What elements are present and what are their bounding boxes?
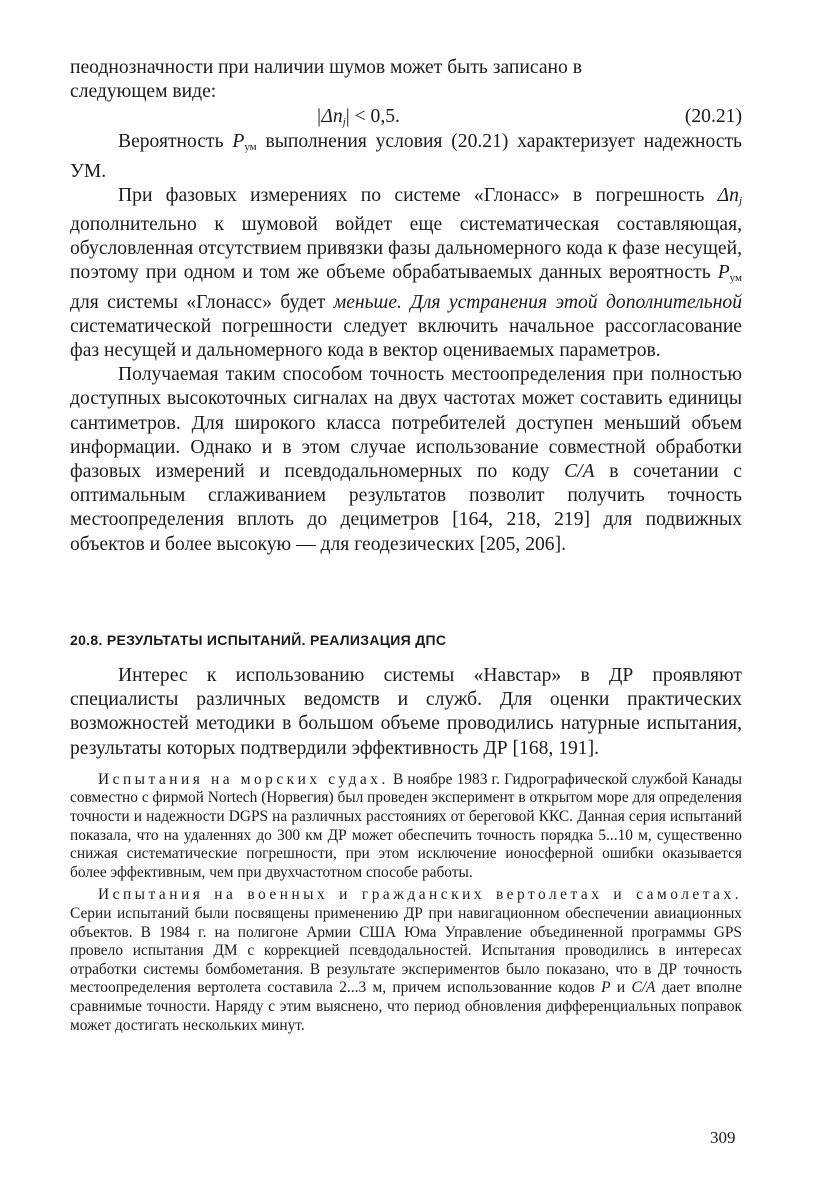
- paragraph-interest: Интерес к использованию системы «Навстар» в ДР проявляют специалисты различных ведомств и служб. Для оценки практических возможностей методики в большом объеме проводились натурные испытания, результаты которых подтвердили эффективность ДР [168, 191].: [70, 665, 742, 759]
- para2-var2: P: [717, 262, 730, 284]
- sea-trials-title: Испытания на морских судах.: [98, 770, 389, 788]
- para2-var2-sub: ум: [729, 272, 742, 285]
- air-trials-text-2: и: [610, 979, 632, 997]
- paragraph-accuracy: [70, 363, 742, 557]
- sea-trials-text: В ноябре 1983 г. Гидрографической службой Канады совместно с фирмой Nortech (Норвегия) был проведен эксперимент в открытом море для определения точности и надежности DGPS на различных расстояниях от береговой ККС. Данная серия испытаний показала, что на удаленнях до 300 км ДР может обеспечить точность порядка 5...10 м, существенно снижая систематические погрешности, при этом исключение ионосферной ошибки оказывается более эффективным, чем при двухчастотном способе работы.: [70, 770, 742, 881]
- paragraph-glonass: [70, 184, 742, 363]
- para2-var: Δn: [717, 184, 739, 206]
- para2-text-1: При фазовых измерениях по системе «Глонасс» в погрешность: [118, 184, 718, 206]
- para3-code: C/A: [564, 461, 595, 483]
- para3-text-1: Получаемая таким способом точность местоопределения при полностью доступных высокоточных сигналах на двух частотах может составить единицы сантиметров. Для широкого класса потребителей доступен меньший объем информации. Однако и в этом случае использование совместной обработки фазовых измерений и псевдодальномерных по коду: [70, 364, 742, 483]
- equation-lhs: |Δn: [316, 106, 343, 128]
- paragraph-air-trials: [70, 886, 742, 1035]
- air-trials-text-1: Серии испытаний были посвящены применению ДР при навигационном обеспечении авиационных объектов. В 1984 г. на полигоне Армии США Юма Управление объединенной программы GPS провело испытания ДМ с коррекцией псевдодальностей. Испытания проводились в интересах отработки системы бомбометания. В результате экспериментов было показано, что в ДР точность местоопределения вертолета составила 2...3 м, причем использованние кодов: [70, 904, 742, 997]
- air-trials-text-3: дает вполне сравнимые точности. Наряду с этим выяснено, что период обновления дифференциальных поправок может достигать нескольких минут.: [70, 979, 742, 1034]
- equation-lhs-subscript: j: [342, 116, 346, 129]
- para2-emphasis: меньше. Для устранения этой дополнительной: [333, 291, 743, 313]
- intro-line-2: следующем виде:: [70, 81, 217, 103]
- equation-20-21: [70, 104, 742, 130]
- equation-formula: [316, 104, 400, 135]
- paragraph-sea-trials: [70, 771, 742, 883]
- air-trials-code-p: P: [601, 979, 611, 997]
- para2-text-4: систематической погрешности следует включить начальное рассогласование фаз несущей и дальномерного кода в вектор оцениваемых параметров.: [70, 315, 742, 362]
- para1-var: P: [232, 131, 245, 153]
- intro-block: [70, 56, 742, 557]
- para3-text-2: в сочетании с оптимальным сглаживанием результатов позволит получить точность местоопределения вплоть до дециметров [164, 218, 219] для подвижных объектов и более высокую — для геодезических [205, 206].: [70, 461, 742, 555]
- intro-text: [70, 56, 742, 104]
- paragraph-reliability: [70, 130, 742, 183]
- para1-sub: ум: [244, 141, 257, 154]
- equation-number: (20.21): [684, 106, 742, 128]
- para1-text-1: Вероятность: [118, 131, 233, 153]
- equation-rhs: | < 0,5.: [345, 106, 400, 128]
- intro-line-1: пеоднозначности при наличии шумов может быть записано в: [70, 57, 582, 78]
- page-number: 309: [710, 1128, 736, 1147]
- air-trials-title: Испытания на военных и гражданских вертолетах и самолетах.: [98, 886, 742, 904]
- para2-text-2: дополнительно к шумовой войдет еще систематическая составляющая, обусловленная отсутствием привязки фазы дальномерного кода к фазе несущей, поэтому при одном и том же объеме обрабатываемых данных вероятность: [70, 214, 742, 284]
- section-body: [70, 664, 742, 1035]
- para1-text-2: выполнения условия (20.21) характеризует надежность УМ.: [70, 131, 742, 182]
- para2-text-3: для системы «Глонасс» будет: [70, 291, 334, 313]
- air-trials-code-ca: C/A: [631, 979, 656, 997]
- section-heading: 20.8. РЕЗУЛЬТАТЫ ИСПЫТАНИЙ. РЕАЛИЗАЦИЯ ДПС: [70, 632, 447, 648]
- para2-var-sub: j: [738, 194, 742, 207]
